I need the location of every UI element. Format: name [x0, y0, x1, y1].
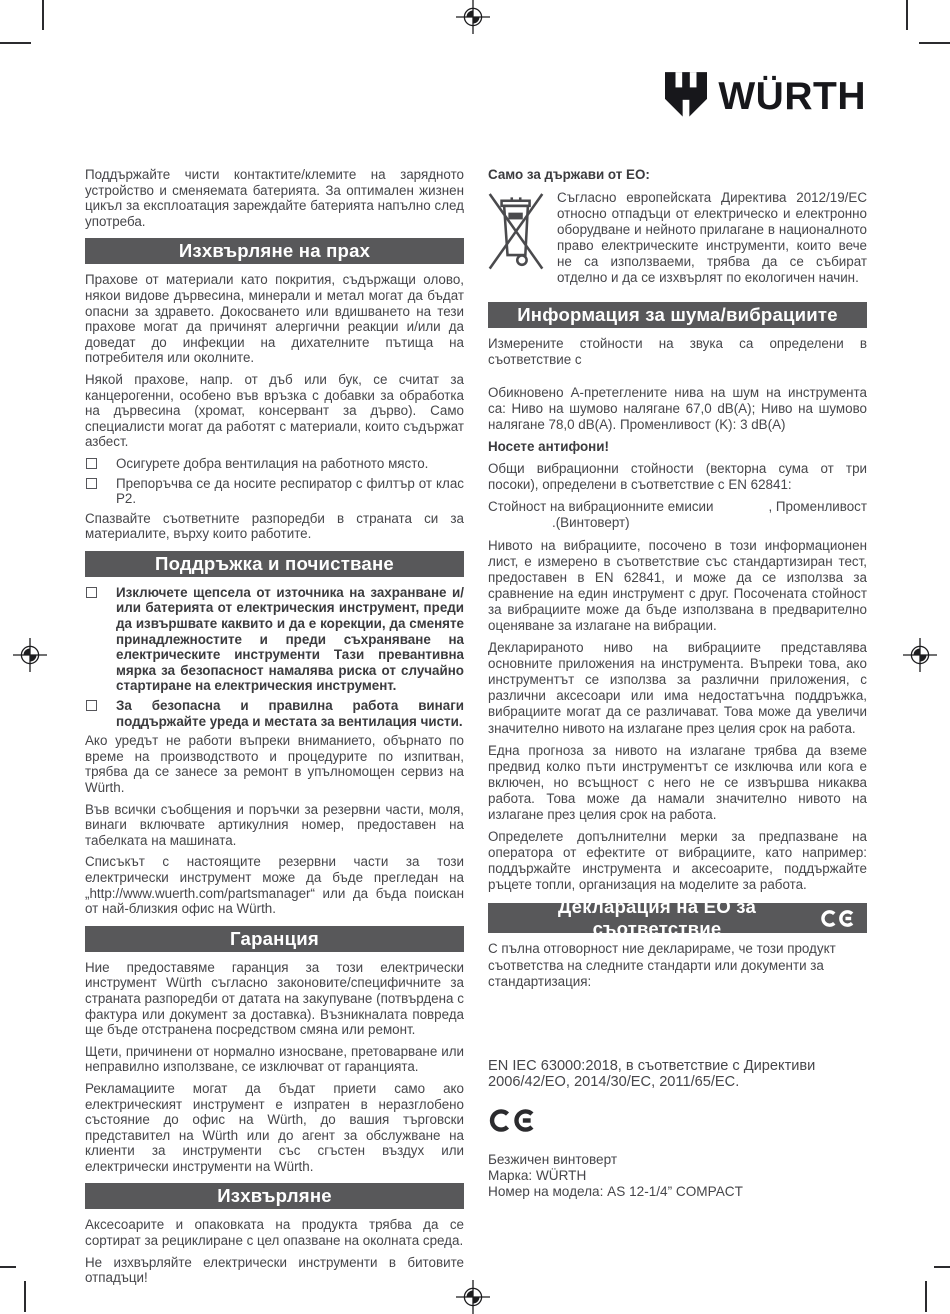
ec-declaration-title: Декларация на ЕО за съответствие	[558, 896, 756, 940]
maintenance-paragraph-2: Във всички съобщения и поръчки за резервни части, моля, винаги включвате артикулния номер, предоставен на табелката на машината.	[85, 801, 464, 848]
vibration-emission-label: Стойност на вибрационните емисии	[488, 499, 714, 515]
ce-mark-icon	[488, 1104, 540, 1137]
warranty-paragraph-2: Щети, причинени от нормално износване, претоварване или неправилно използване, се изключват от гаранцията.	[85, 1043, 464, 1075]
noise-paragraph-5: Декларираното ниво на вибрациите представлява основните приложения на инструмента. Въпреки това, ако инструментът се използва за различни приложения, с различни аксесоари или има недостатъчна поддръжка, вибрациите могат да се различават. Това може да увеличи значително нивото на излагане през целия срок на работа.	[488, 640, 867, 736]
crop-mark-top-left-h	[0, 42, 31, 44]
crop-mark-top-right-h	[919, 42, 950, 44]
check-item-text: За безопасна и правилна работа винаги поддържайте уреда и местата за вентилация чисти.	[116, 698, 464, 729]
crop-mark-bottom-right-v	[925, 1281, 927, 1312]
maintenance-check-item-2	[85, 698, 464, 729]
declaration-paragraph-1: С пълна отговорност ние декларираме, че този продукт съответства на следните стандарти или документи за стандартизация:	[488, 941, 836, 989]
wuerth-shield-icon	[665, 72, 707, 120]
crop-mark-top-right-v	[906, 0, 908, 30]
eu-only-block	[488, 190, 867, 293]
section-header-noise-vibration: Информация за шума/вибрациите	[488, 302, 867, 328]
vibration-emission-line	[488, 499, 867, 531]
checkbox-icon	[86, 700, 97, 711]
noise-paragraph-3: Общи вибрационни стойности (векторна сума от три посоки), определени в съответствие с EN 62841:	[488, 461, 867, 493]
product-brand-line: Марка: WÜRTH	[488, 1168, 587, 1184]
dust-paragraph-3: Спазвайте съответните разпоредби в страната си за материалите, върху които работите.	[85, 510, 464, 542]
crop-mark-top-left-v	[42, 0, 44, 30]
maintenance-paragraph-1: Ако уредът не работи въпреки вниманието, обърнато по време на производството и процедурите по изпитван, трябва да се занесе за ремонт в упълномощен сервиз на Würth.	[85, 733, 464, 795]
wuerth-logo	[665, 72, 866, 120]
section-header-dust-disposal: Изхвърляне на прах	[85, 238, 464, 264]
weee-crossed-bin-icon	[488, 190, 544, 274]
eu-only-title: Само за държави от ЕО:	[488, 167, 650, 182]
maintenance-paragraph-3: Списъкът с настоящите резервни части за този електрически инструмент може да бъде прегледан на „http://www.wuerth.com/partsmanager“ или да бъда поискан от най-близкия офис на Würth.	[85, 854, 464, 917]
registration-mark-left-icon	[13, 638, 47, 672]
right-column	[488, 167, 867, 1292]
left-column	[85, 167, 464, 1292]
page-content	[85, 167, 867, 1292]
section-header-disposal: Изхвърляне	[85, 1183, 464, 1209]
registration-mark-right-icon	[903, 638, 937, 672]
intro-paragraph: Поддържайте чисти контактите/клемите на зарядното устройство и сменяемата батерията. За оптимален жизнен цикъл за експлоатация зареждайте батерията напълно след употреба.	[85, 167, 464, 229]
dust-check-item-1	[85, 456, 464, 472]
section-header-warranty: Гаранция	[85, 926, 464, 952]
noise-paragraph-7: Определете допълнителни мерки за предпазване на оператора от ефектите от вибрациите, като например: поддържайте инструмента и аксесоарите, поддържайте ръцете топли, организация на моделите за работа.	[488, 829, 867, 893]
disposal-paragraph-1: Аксесоарите и опаковката на продукта трябва да се сортират за рециклиране с цел опазване на околната среда.	[85, 1217, 464, 1249]
section-header-ec-declaration	[488, 896, 867, 940]
checkbox-icon	[86, 478, 97, 489]
section-header-maintenance: Поддръжка и почистване	[85, 551, 464, 577]
wear-ear-protection-note: Носете антифони!	[488, 439, 609, 455]
dust-paragraph-2: Някой прахове, напр. от дъб или бук, се считат за канцерогенни, особено във връзка с добавки за обработка на дървесина (хромат, консервант за дърво). Само специалисти могат да работят с материали, които съдържат азбест.	[85, 371, 464, 450]
vibration-uncertainty-label: , Променливост	[768, 499, 867, 515]
maintenance-check-item-1	[85, 585, 464, 694]
declaration-standards: EN IEC 63000:2018, в съответствие с Директиви 2006/42/ЕО, 2014/30/ЕС, 2011/65/ЕС.	[488, 1057, 816, 1090]
warranty-paragraph-3: Рекламациите могат да бъдат приети само ако електрическият инструмент е изпратен в неразглобено състояние до офис на Würth, до вашия търговски представител на Würth или до агент за обслужване на клиенти за инструменти със сгъстен въздух или електрически инструменти на Würth.	[85, 1080, 464, 1174]
crop-mark-bottom-right-h	[934, 1266, 950, 1268]
checkbox-icon	[86, 587, 97, 598]
dust-check-item-2	[85, 476, 464, 507]
ce-mark-white-icon	[820, 909, 858, 928]
noise-paragraph-1: Измерените стойности на звука са определени в съответствие с	[488, 335, 867, 367]
wuerth-logo-text: WÜRTH	[718, 74, 866, 118]
product-type-line: Безжичен винтоверт	[488, 1151, 618, 1167]
crop-mark-bottom-left-v	[24, 1281, 26, 1312]
noise-paragraph-2: Обикновено А-претеглените нива на шум на инструмента са: Ниво на шумово налягане 67,0 dB(A); Ниво на шумово налягане 78,0 dB(A). Променливост (K): 3 dB(A)	[488, 384, 867, 432]
registration-mark-top-icon	[456, 0, 490, 34]
spacer	[488, 996, 867, 1058]
crop-mark-bottom-left-h	[0, 1266, 16, 1268]
disposal-paragraph-2: Не изхвърляйте електрически инструменти в битовите отпадъци!	[85, 1254, 464, 1286]
warranty-paragraph-1: Ние предоставяме гаранция за този електрически инструмент Würth съгласно законовите/специфичните за страната разпоредби от датата на закупуване (потвърдена с фактура или документ за доставка). Възникналата повреда ще бъде отстранена посредством смяна или ремонт.	[85, 959, 464, 1038]
noise-paragraph-6: Една прогноза за нивото на излагане трябва да вземе предвид колко пъти инструментът се изключва или кога е включен, но всъщност с него не се извършва никаква работа. Това може да намали значително нивото на излагане през целия срок на работа.	[488, 742, 867, 822]
check-item-text: Препоръчва се да носите респиратор с филтър от клас P2.	[116, 475, 464, 507]
dust-paragraph-1: Прахове от материали като покрития, съдържащи олово, някои видове дървесина, минерали и метал могат да бъдат опасни за здравето. Докосването или вдишването на тези прахове могат да причинят алергични реакции и/или да доведат до инфекции на дихателните пътища на потребителя или околните.	[85, 272, 464, 366]
noise-paragraph-4: Нивото на вибрациите, посочено в този информационен лист, е измерено в съответствие със стандартизиран тест, предоставен в EN 62841, и може да се използва за сравнение на един инструмент с друг. Посочената стойност за вибрациите може да бъде използвана в предварително оценяване за излагане на вибрации.	[488, 537, 867, 633]
vibration-tool-type-label: .(Винтоверт)	[552, 515, 630, 531]
product-model-line: Номер на модела: AS 12-1/4” COMPACT	[488, 1184, 743, 1200]
eu-only-paragraph: Съгласно европейската Директива 2012/19/ЕС относно отпадъци от електрическо и електронно оборудване и нейното прилагане в националното право електрическите инструменти, които вече не са използваеми, трябва да се събират отделно и да се изхвърлят по екологичен начин.	[557, 190, 867, 286]
check-item-text: Изключете щепсела от източника на захранване и/или батерията от електрическия инструмент, преди да извършвате каквито и да е корекции, да сменяте принадлежностите и преди съхраняване на електрическите инструменти Тази превантивна мярка за безопасност намалява риска от случайно стартиране на електрическия инструмент.	[116, 584, 464, 694]
check-item-text: Осигурете добра вентилация на работното място.	[116, 455, 429, 471]
checkbox-icon	[86, 458, 97, 469]
